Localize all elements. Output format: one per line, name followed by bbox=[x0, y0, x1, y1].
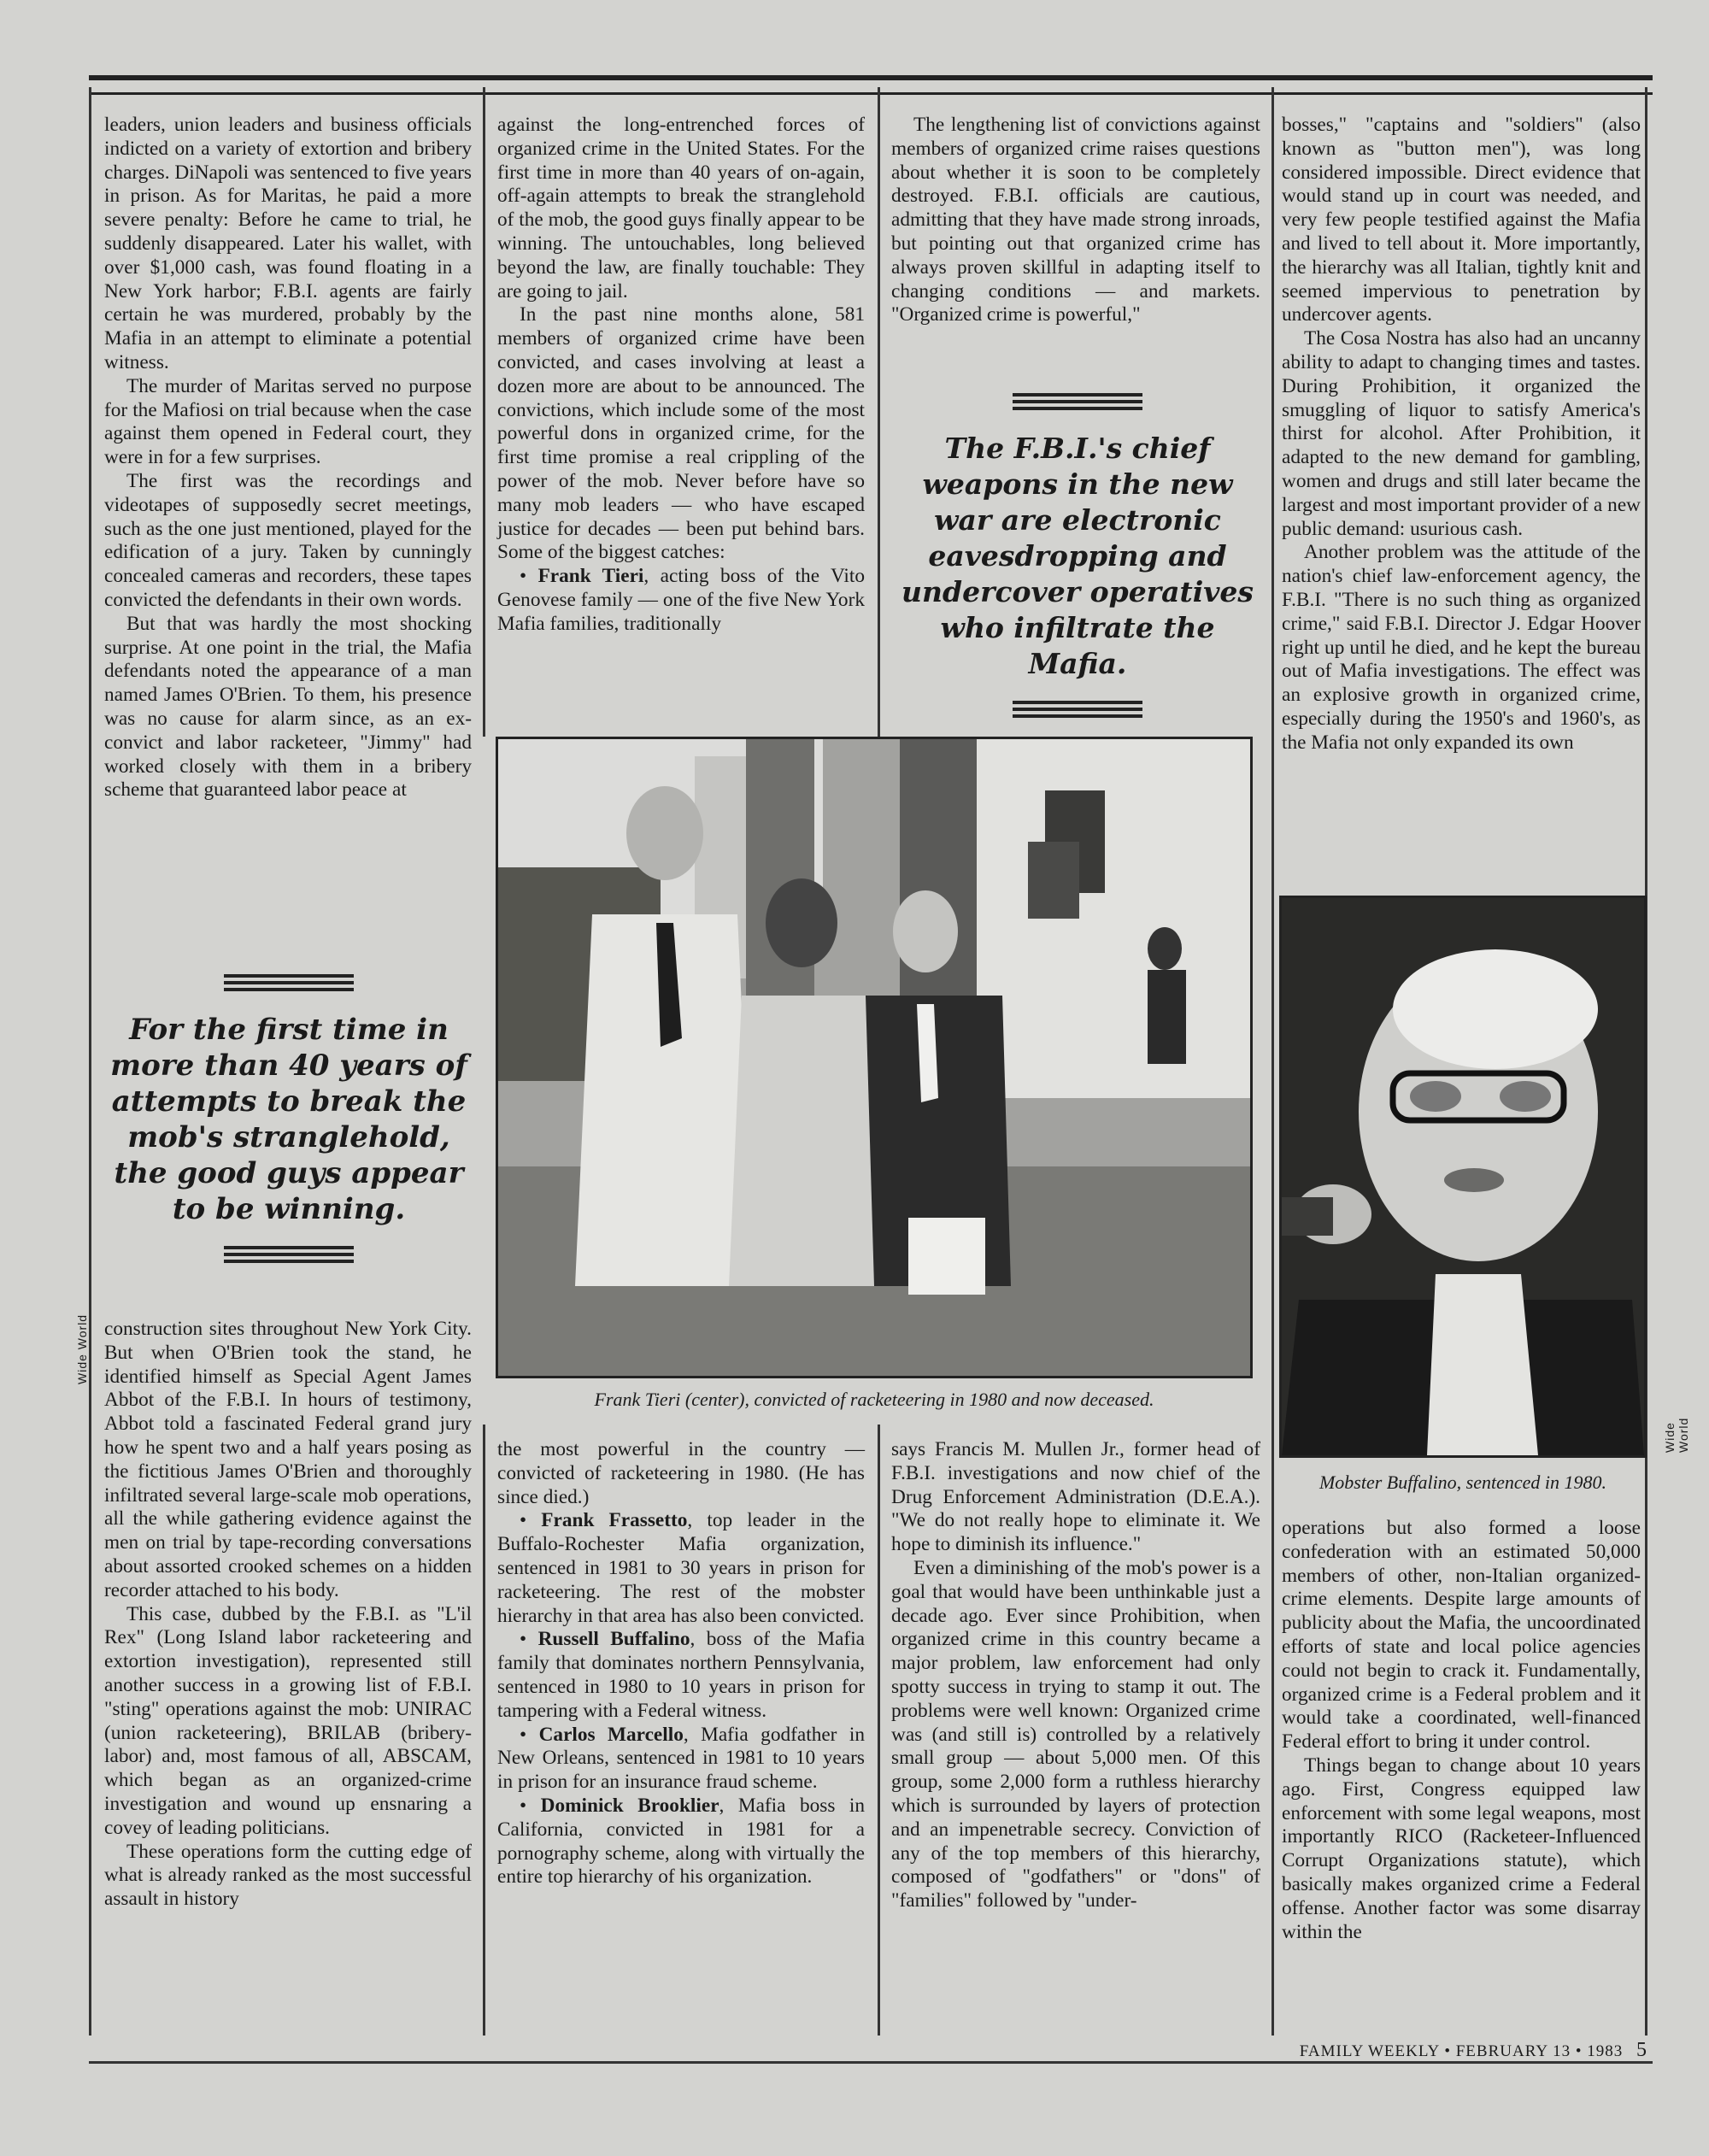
paragraph: The murder of Maritas served no purpose for the Mafiosi on trial because when the case against them opened in Federal court, they were in for a few surprises. bbox=[104, 374, 472, 469]
column-rule-1-lower bbox=[483, 1425, 485, 2036]
photo-buffalino bbox=[1279, 896, 1647, 1458]
bullet-text: , acting boss of the Vito Genovese family — one of the five New York Mafia families, traditionally bbox=[497, 565, 866, 635]
footer-separator: • bbox=[1444, 2042, 1456, 2060]
paragraph: bosses," "captains and "soldiers" (also known as "button men"), was long considered impossible. Direct evidence that would stand up in court was needed, and very few people testified against the Mafia and lived to tell about it. More importantly, the hierarchy was all Italian, tightly knit and seemed impervious to penetration by undercover agents. bbox=[1282, 114, 1641, 326]
pullquote-text: The F.B.I.'s chief weapons in the new war are electronic eavesdropping and undercover operatives who infiltrate the Mafia. bbox=[901, 432, 1254, 680]
paragraph: The lengthening list of convictions against members of organized crime raises questions about whether it is soon to be completely destroyed. F.B.I. officials are cautious, admitting that they have made strong inroads, but pointing out that organized crime has always proven skillful in adapting itself to changing conditions — and markets. "Organized crime is powerful," bbox=[891, 114, 1260, 326]
photo-caption-right: Mobster Buffalino, sentenced in 1980. bbox=[1318, 1472, 1607, 1493]
pullquote-center bbox=[894, 393, 1261, 721]
bullet-text: , Mafia boss in California, convicted in 1981 for a pornography scheme, along with virtually the entire top hierarchy of his organization. bbox=[497, 1794, 865, 1889]
photo-image bbox=[498, 739, 1250, 1376]
bullet-name: Dominick Brooklier bbox=[540, 1794, 719, 1817]
column-rule-1 bbox=[483, 87, 485, 737]
column-4-top bbox=[1282, 114, 1641, 755]
paragraph: Even a diminishing of the mob's power is a goal that would have been unthinkable just a decade ago. Ever since Prohibition, when organized crime in this country became a major problem, law enforcement had only spotty success in trying to stamp it out. The problems were well known: Organized crime was (and still is) controlled by a relatively small group — about 5,000 men. Of this group, some 2,000 form a ruthless hierarchy which is surrounded by layers of protection and an impenetrable secrecy. Conviction of any of the top members of this hierarchy, composed of "godfathers" or "dons" of "families" followed by "under- bbox=[891, 1556, 1260, 1912]
column-1-top bbox=[104, 114, 472, 802]
bullet-name: Frank Frassetto bbox=[541, 1509, 688, 1532]
paragraph: Another problem was the attitude of the nation's chief law-enforcement agency, the F.B.I. "There is no such thing as organized crime," said F.B.I. Director J. Edgar Hoover right up until he died, and he kept the bureau out of Mafia investigations. The effect was an explosive growth in organized crime, especially during the 1950's and 1960's, as the Mafia not only expanded its own bbox=[1282, 541, 1641, 754]
column-2-bottom bbox=[497, 1438, 865, 1889]
paragraph: operations but also formed a loose confederation with an estimated 50,000 members of other, non-Italian organized-crime elements. Despite large amounts of publicity about the Mafia, the uncoordinated efforts of state and local police agencies could not begin to crack it. Fundamentally, organized crime is a Federal problem and it would take a coordinated, well-financed Federal effort to bring it under control. bbox=[1282, 1517, 1641, 1754]
column-3-bottom bbox=[891, 1438, 1260, 1913]
photo-caption-main: Frank Tieri (center), convicted of racketeering in 1980 and now deceased. bbox=[594, 1389, 1154, 1410]
column-4-bottom bbox=[1282, 1517, 1641, 1944]
paragraph: These operations form the cutting edge of what is already ranked as the most successful assault in history bbox=[104, 1840, 472, 1911]
footer-separator: • bbox=[1575, 2042, 1588, 2060]
bullet-text: , top leader in the Buffalo-Rochester Mafia organization, sentenced in 1981 to 30 years in prison for racketeering. The rest of the mobster hierarchy in that area has also been convicted. bbox=[497, 1509, 866, 1627]
column-rule-3 bbox=[1271, 87, 1274, 2036]
bullet-item: • Frank Frassetto, top leader in the Buffalo-Rochester Mafia organization, sentenced in 1981 to 30 years in prison for racketeering. The rest of the mobster hierarchy in that area has also been convicted. bbox=[497, 1509, 866, 1627]
pullquote-left bbox=[101, 974, 477, 1266]
column-1-bottom bbox=[104, 1318, 472, 1912]
paragraph: The first was the recordings and videotapes of supposedly secret meetings, such as the one just mentioned, played for the edification of a jury. Taken by cunningly concealed cameras and recorders, these tapes convicted the defendants in their own words. bbox=[104, 469, 472, 611]
column-rule-2 bbox=[878, 87, 880, 737]
pullquote-bar bbox=[1013, 701, 1142, 721]
bullet-name: Frank Tieri bbox=[537, 565, 644, 588]
paragraph: Things began to change about 10 years ago. First, Congress equipped law enforcement with some legal weapons, most importantly RICO (Racketeer-Influenced Corrupt Organizations statute), which basically makes organized crime a Federal offense. Another factor was some disarray within the bbox=[1282, 1754, 1641, 1943]
column-3-top bbox=[891, 114, 1260, 327]
footer-publication: FAMILY WEEKLY bbox=[1299, 2042, 1440, 2060]
paragraph: says Francis M. Mullen Jr., former head of F.B.I. investigations and now chief of the Drug Enforcement Administration (D.E.A.). "We do not really hope to eliminate it. We hope to diminish its influence." bbox=[891, 1438, 1260, 1556]
photo-credit-right: Wide World bbox=[1663, 1417, 1690, 1453]
bullet-text: , boss of the Mafia family that dominates northern Pennsylvania, sentenced in 1980 to 10 years in prison for tampering with a Federal witness. bbox=[497, 1628, 866, 1722]
top-rule bbox=[89, 75, 1653, 95]
paragraph: The Cosa Nostra has also had an uncanny ability to adapt to changing times and tastes. During Prohibition, it organized the smuggling of liquor to satisfy America's thirst for alcohol. After Prohibition, it adapted to the new demand for gambling, women and drugs and still later became the largest and most important provider of a new public demand: usurious cash. bbox=[1282, 327, 1641, 540]
pullquote-text: For the first time in more than 40 years of attempts to break the mob's stranglehold, the good guys appear to be winning. bbox=[110, 1013, 467, 1226]
bullet-item: • Dominick Brooklier, Mafia boss in California, convicted in 1981 for a pornography scheme, along with virtually the entire top hierarchy of his organization. bbox=[497, 1794, 865, 1889]
paragraph: the most powerful in the country — convicted of racketeering in 1980. (He has since died.) bbox=[497, 1438, 865, 1508]
paragraph: against the long-entrenched forces of organized crime in the United States. For the first time in more than 40 years of on-again, off-again attempts to break the stranglehold of the mob, the good guys finally appear to be winning. The untouchables, long believed beyond the law, are finally touchable: They are going to jail. bbox=[497, 114, 865, 303]
page-footer bbox=[1300, 2039, 1647, 2062]
paragraph: This case, dubbed by the F.B.I. as "L'il Rex" (Long Island labor racketeering and extortion investigation), represented still another success in a growing list of F.B.I. "sting" operations against the mob: UNIRAC (union racketeering), BRILAB (bribery-labor) and, most famous of all, ABSCAM, which began as an organized-crime investigation and wound up ensnaring a covey of leading politicians. bbox=[104, 1602, 472, 1839]
footer-year: 1983 bbox=[1587, 2042, 1624, 2060]
bullet-name: Carlos Marcello bbox=[538, 1723, 684, 1746]
bullet-item: • Russell Buffalino, boss of the Mafia family that dominates northern Pennsylvania, sentenced in 1980 to 10 years in prison for tampering with a Federal witness. bbox=[497, 1628, 866, 1722]
column-2-top bbox=[497, 114, 865, 637]
bullet-text: , Mafia godfather in New Orleans, sentenced in 1981 to 10 years in prison for an insurance fraud scheme. bbox=[497, 1723, 865, 1794]
paragraph: In the past nine months alone, 581 members of organized crime have been convicted, and cases involving at least a dozen more are about to be announced. The convictions, which include some of the most powerful dons in organized crime, for the first time promise a real crippling of the power of the mob. Never before have so many mob leaders — who have escaped justice for decades — been put behind bars. Some of the biggest catches: bbox=[497, 303, 865, 564]
paragraph: construction sites throughout New York City. But when O'Brien took the stand, he identified himself as Special Agent James Abbot of the F.B.I. In hours of testimony, Abbot told a fascinated Federal grand jury how he spent two and a half years posing as the fictitious James O'Brien and thoroughly infiltrated several large-scale mob operations, all the while gathering evidence against the men on trial by tape-recording conversations about assorted crooked schemes on a hidden recorder attached to his body. bbox=[104, 1318, 472, 1601]
column-rule-2-lower bbox=[878, 1425, 880, 2036]
footer-date: FEBRUARY 13 bbox=[1455, 2042, 1571, 2060]
paragraph: But that was hardly the most shocking surprise. At one point in the trial, the Mafia defendants noted the appearance of a man named James O'Brien. To them, his presence was no cause for alarm since, as an ex-convict and labor racketeer, "Jimmy" had worked closely with them in a bribery scheme that guaranteed labor peace at bbox=[104, 612, 472, 802]
bullet-name: Russell Buffalino bbox=[537, 1628, 690, 1651]
photo-frank-tieri bbox=[496, 737, 1253, 1378]
footer-page-number: 5 bbox=[1636, 2039, 1647, 2061]
column-rule-left bbox=[89, 87, 91, 2036]
bullet-item: • Frank Tieri, acting boss of the Vito Genovese family — one of the five New York Mafia families, traditionally bbox=[497, 565, 866, 635]
bullet-item: • Carlos Marcello, Mafia godfather in New Orleans, sentenced in 1981 to 10 years in prison for an insurance fraud scheme. bbox=[497, 1723, 865, 1794]
pullquote-bar bbox=[1013, 393, 1142, 414]
paragraph: leaders, union leaders and business officials indicted on a variety of extortion and bribery charges. DiNapoli was sentenced to five years in prison. As for Maritas, he paid a more severe penalty: Before he came to trial, he suddenly disappeared. Later his wallet, with over $1,000 cash, was found floating in a New York harbor; F.B.I. agents are fairly certain he was murdered, probably by the Mafia in an attempt to eliminate a potential witness. bbox=[104, 114, 472, 373]
pullquote-bar bbox=[224, 1246, 354, 1266]
photo-credit-left: Wide World bbox=[75, 1313, 89, 1384]
photo-image bbox=[1282, 898, 1644, 1455]
pullquote-bar bbox=[224, 974, 354, 995]
